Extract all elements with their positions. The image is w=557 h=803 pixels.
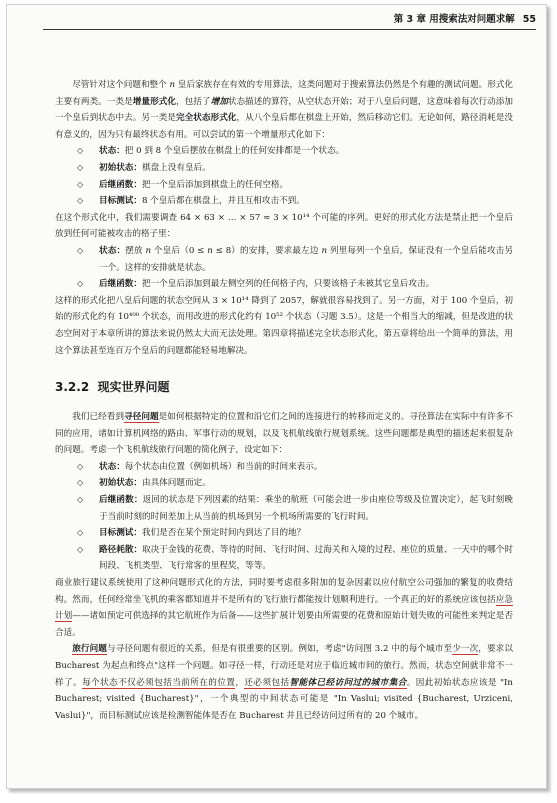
- list-item: [55, 143, 513, 160]
- paragraph-3: 这样的形式化把八皇后问题的状态空间从 3 × 10¹⁴ 降到了 2057，解就很容易找到了。另一方面，对于 100 个皇后，初始的形式化约有 10⁴⁰⁰ 个状态，而用改进的形式化约有 10⁵² 个状态（习题 3.5）。这是一个相当大的缩减，但是改进的状态空间对于本章所讲的算法来说仍然太大而无法处理。第四章将描述完全状态形式化，第五章将给出一个简单的算法，用这个算法甚至连百万个皇后的问题都能轻易地解决。: [55, 295, 513, 356]
- item-text: 8 个皇后都在棋盘上，并且互相攻击不到。: [141, 196, 305, 207]
- term-touring-problem: 旅行问题: [72, 644, 107, 655]
- underlined-text: 还必须包括: [244, 677, 290, 688]
- section-title: 现实世界问题: [97, 380, 170, 395]
- item-label: 状态：: [99, 245, 126, 256]
- emphasis: 智能体已经访问过的城市集合: [289, 677, 407, 688]
- diamond-bullet-icon: ◇: [77, 461, 84, 471]
- list-item: [55, 525, 513, 542]
- math-var: n: [169, 80, 176, 90]
- item-text: 我们是否在某个预定时间内到达了目的地？: [141, 528, 306, 539]
- item-label: 目标测试：: [99, 196, 142, 207]
- diamond-bullet-icon: ◇: [77, 478, 84, 488]
- diamond-bullet-icon: ◇: [77, 528, 84, 538]
- item-text: 个皇后（0 ≤: [151, 245, 208, 256]
- term-incremental: 增量形式化: [132, 96, 176, 107]
- item-label: 后继函数：: [99, 279, 142, 290]
- paragraph-2: 在这个形式化中，我们需要调查 64 × 63 × … × 57 ≈ 3 × 10¹⁴ 个可能的序列。更好的形式化方法是禁止把一个皇后放到任何可能被攻击的格子里：: [55, 212, 513, 240]
- section-heading: [55, 379, 513, 395]
- item-text: 把 0 到 8 个皇后摆放在棋盘上的任何安排都是一个状态。: [124, 146, 345, 157]
- book-page: [6, 4, 547, 789]
- text: 商业旅行建议系统使用了这种问题形式化的方法，同时要考虑很多附加的复杂因素以应付航空公司强加的繁复的收费结构。然而，任何经常坐飞机的乘客都知道并不是所有的飞行旅行都能按计划顺利进行。一个真正的好的系统应该包括: [55, 578, 513, 605]
- item-text: 列里每列一个皇后，保证没有一个皇后能攻击另一个。这样的安排就是状态。: [99, 245, 513, 273]
- list-item: [55, 193, 513, 210]
- text: ——诸如预定可供选择的其它航班作为后备——这些扩展计划要由所需要的花费和原始计划失败的可能性来判定是否合适。: [55, 611, 513, 638]
- text: 我们已经看到: [72, 412, 125, 423]
- list-item: [55, 160, 513, 177]
- page-number: 55: [522, 14, 536, 25]
- bullet-list-3: [55, 459, 513, 575]
- text: 。因此初始状态应该是 "In Bucharest; visited {Bucharest}"，一个典型的中间状态可能是 "In Vaslui; visited {Bucharest, Urziceni, Vaslui}"，而目标测试应该是检测智能体是否在 Bucharest 并且已经访问过所有的 20 个城市。: [55, 677, 513, 721]
- diamond-bullet-icon: ◇: [77, 495, 84, 505]
- item-label: 状态：: [99, 146, 125, 157]
- diamond-bullet-icon: ◇: [77, 162, 84, 172]
- math-var: n: [207, 245, 213, 256]
- item-text: 返回的状态是下列因素的结果：乘坐的航班（可能会进一步由座位等级及位置决定），起飞时刻晚于当前时刻的时间差加上从当前的机场到另一个机场所需要的飞行时间。: [99, 495, 513, 522]
- math-var: n: [321, 245, 327, 256]
- page-content: [55, 77, 513, 724]
- item-label: 初始状态：: [99, 478, 142, 489]
- text: ，要求以 Bucharest 为起点和终点"这样一个问题。如寻径一样，行动还是对应于临近城市间的旅行。然而，状态空间就非常不一样了。: [55, 644, 513, 688]
- list-item: [55, 542, 513, 575]
- list-item: [55, 276, 513, 293]
- list-item: [55, 177, 513, 194]
- underlined-text: 少一次: [452, 644, 479, 655]
- item-text: 棋盘上没有皇后。: [141, 162, 211, 173]
- diamond-bullet-icon: ◇: [77, 196, 84, 206]
- term-complete-state: 完全状态形式化: [175, 113, 237, 124]
- section-number: 3.2.2: [55, 380, 90, 395]
- item-text: 取决于金钱的花费、等待的时间、飞行时间、过海关和入境的过程、座位的质量、一天中的哪个时间段、飞机类型、飞行常客的里程奖，等等。: [99, 544, 513, 572]
- diamond-bullet-icon: ◇: [77, 179, 84, 189]
- paragraph-6: [55, 641, 513, 724]
- item-text: 把一个皇后添加到最左侧空列的任何格子内，只要该格子未被其它皇后攻击。: [141, 279, 435, 290]
- paragraph-4: [55, 409, 513, 459]
- item-text: 每个状态由位置（例如机场）和当前的时间来表示。: [124, 461, 323, 472]
- list-item: [55, 475, 513, 492]
- term-route-finding: 寻径问题: [124, 412, 159, 423]
- list-item: [55, 492, 513, 525]
- paragraph-5: [55, 575, 513, 641]
- bullet-list-2: [55, 243, 513, 293]
- text: ，: [235, 677, 245, 688]
- item-label: 目标测试：: [99, 528, 142, 539]
- running-header: [43, 13, 536, 30]
- text: 皇后家族存在有效的专用算法，这类问题对于搜索算法仍然是个有趣的测试问题。形式化主要有两类。一类是: [55, 80, 514, 107]
- diamond-bullet-icon: ◇: [77, 245, 84, 255]
- item-label: 初始状态：: [99, 162, 142, 173]
- term-contingency-plan: 应急计划: [55, 594, 513, 622]
- text: ，包括了: [176, 96, 211, 107]
- item-label: 后继函数：: [99, 495, 143, 506]
- text: 尽管针对这个问题和整个: [72, 80, 170, 90]
- list-item: [55, 459, 513, 476]
- list-item: [55, 243, 513, 276]
- text: 是如何根据特定的位置和沿它们之间的连接进行的转移而定义的。寻径算法在实际中有许多不同的应用，诸如计算机网络的路由、军事行动的规划，以及飞机航线旅行规划系统。这些问题都是典型的描述起来很复杂的问题。考虑一个飞机航线旅行问题的简化例子，设定如下：: [55, 412, 513, 456]
- text: 与寻径问题有很近的关系，但是有很重要的区别。例如，考虑"访问图 3.2 中的每个城市至: [106, 644, 453, 655]
- chapter-title: 第 3 章 用搜索法对问题求解: [393, 14, 515, 25]
- bullet-list-1: [55, 143, 513, 209]
- diamond-bullet-icon: ◇: [77, 544, 84, 554]
- text: 状态描述的算符，从空状态开始；对于八皇后问题，这意味着每次行动添加一个皇后到状态中去。另一类是: [55, 96, 513, 124]
- underlined-text: 每个状态不仅必须包括当前所在的位置: [82, 677, 236, 688]
- paragraph-1: [55, 77, 513, 143]
- item-label: 后继函数：: [99, 179, 142, 190]
- item-text: ≤ 8）的安排，要求最左边: [212, 245, 322, 256]
- diamond-bullet-icon: ◇: [77, 279, 84, 289]
- item-label: 状态：: [99, 461, 125, 472]
- item-label: 路径耗散：: [99, 544, 143, 555]
- diamond-bullet-icon: ◇: [77, 146, 84, 156]
- item-text: 把一个皇后添加到棋盘上的任何空格。: [141, 179, 289, 190]
- item-text: 由具体问题而定。: [141, 478, 211, 489]
- item-text: 摆放: [125, 245, 146, 256]
- text: ，从八个皇后都在棋盘上开始，然后移动它们。无论如何，路径消耗是没有意义的，因为只有最终状态有用。可以尝试的第一个增量形式化如下：: [55, 113, 513, 140]
- emphasis: 增加: [210, 96, 228, 107]
- math-var: n: [145, 245, 152, 256]
